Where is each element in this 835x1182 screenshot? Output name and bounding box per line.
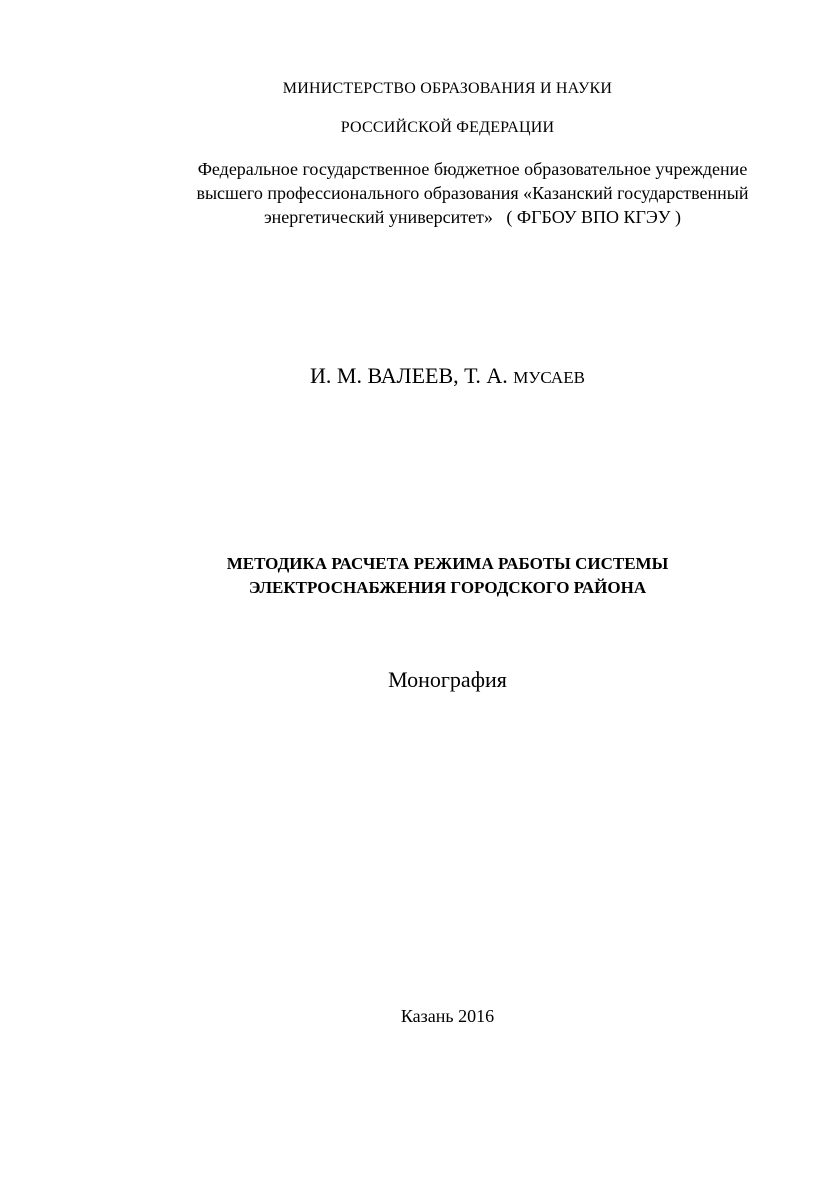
ministry-line-2: РОССИЙСКОЙ ФЕДЕРАЦИИ [340, 119, 555, 136]
institution-block [160, 157, 785, 229]
book-title-line-2: ЭЛЕКТРОСНАБЖЕНИЯ ГОРОДСКОГО РАЙОНА [248, 578, 647, 597]
authors [30, 363, 835, 389]
author-1: И. М. ВАЛЕЕВ, [310, 363, 459, 388]
imprint-place-year: Казань 2016 [400, 1006, 495, 1026]
genre-label: Монография [388, 667, 507, 692]
institution-line-1: Федеральное государственное бюджетное образовательное учреждение [197, 159, 748, 179]
author-2-surname: МУСАЕВ [513, 368, 585, 387]
book-title-line-1: МЕТОДИКА РАСЧЕТА РЕЖИМА РАБОТЫ СИСТЕМЫ [226, 554, 669, 573]
author-2-initials: Т. А. [464, 363, 508, 388]
institution-line-2: высшего профессионального образования «Казанский государственный [196, 183, 749, 203]
book-title [30, 552, 835, 600]
institution-line-3: энергетический университет» ( ФГБОУ ВПО КГЭУ ) [263, 207, 682, 227]
ministry-line-1: МИНИСТЕРСТВО ОБРАЗОВАНИЯ И НАУКИ [282, 80, 613, 97]
